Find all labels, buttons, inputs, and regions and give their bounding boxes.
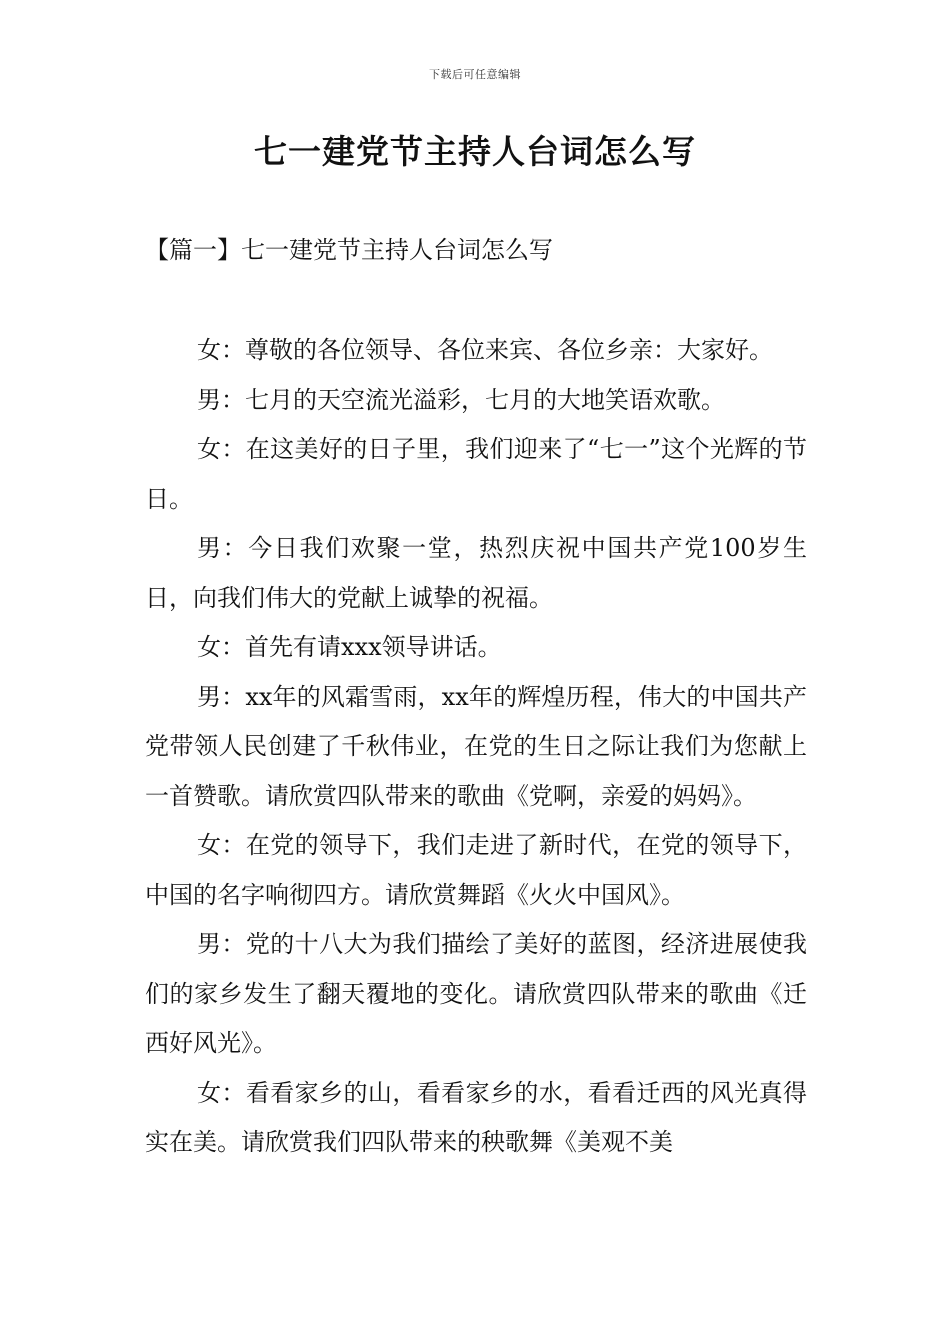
paragraph: 男：xx年的风霜雪雨，xx年的辉煌历程，伟大的中国共产党带领人民创建了千秋伟业，在党的生日之际让我们为您献上一首赞歌。请欣赏四队带来的歌曲《党啊，亲爱的妈妈》。 [145,682,807,810]
paragraph: 女：看看家乡的山，看看家乡的水，看看迁西的风光真得实在美。请欣赏我们四队带来的秧歌舞《美观不美 [145,1078,807,1156]
paragraph: 女：在党的领导下，我们走进了新时代，在党的领导下，中国的名字响彻四方。请欣赏舞蹈《火火中国风》。 [145,831,807,909]
document-body [145,326,807,1168]
paragraph: 女：首先有请xxx领导讲话。 [197,633,502,661]
page-title: 七一建党节主持人台词怎么写 [254,132,696,171]
paragraph: 女：在这美好的日子里，我们迎来了“七一”这个光辉的节日。 [145,435,807,513]
paragraph: 男：七月的天空流光溢彩，七月的大地笑语欢歌。 [197,385,725,414]
paragraph: 男：今日我们欢聚一堂，热烈庆祝中国共产党100岁生日，向我们伟大的党献上诚挚的祝福。 [145,534,807,612]
paragraph: 女：尊敬的各位领导、各位来宾、各位乡亲：大家好。 [197,336,773,364]
section-heading: 【篇一】七一建党节主持人台词怎么写 [145,236,553,264]
header-note: 下载后可任意编辑 [429,68,521,81]
paragraph: 男：党的十八大为我们描绘了美好的蓝图，经济进展使我们的家乡发生了翻天覆地的变化。请欣赏四队带来的歌曲《迁西好风光》。 [145,930,807,1057]
